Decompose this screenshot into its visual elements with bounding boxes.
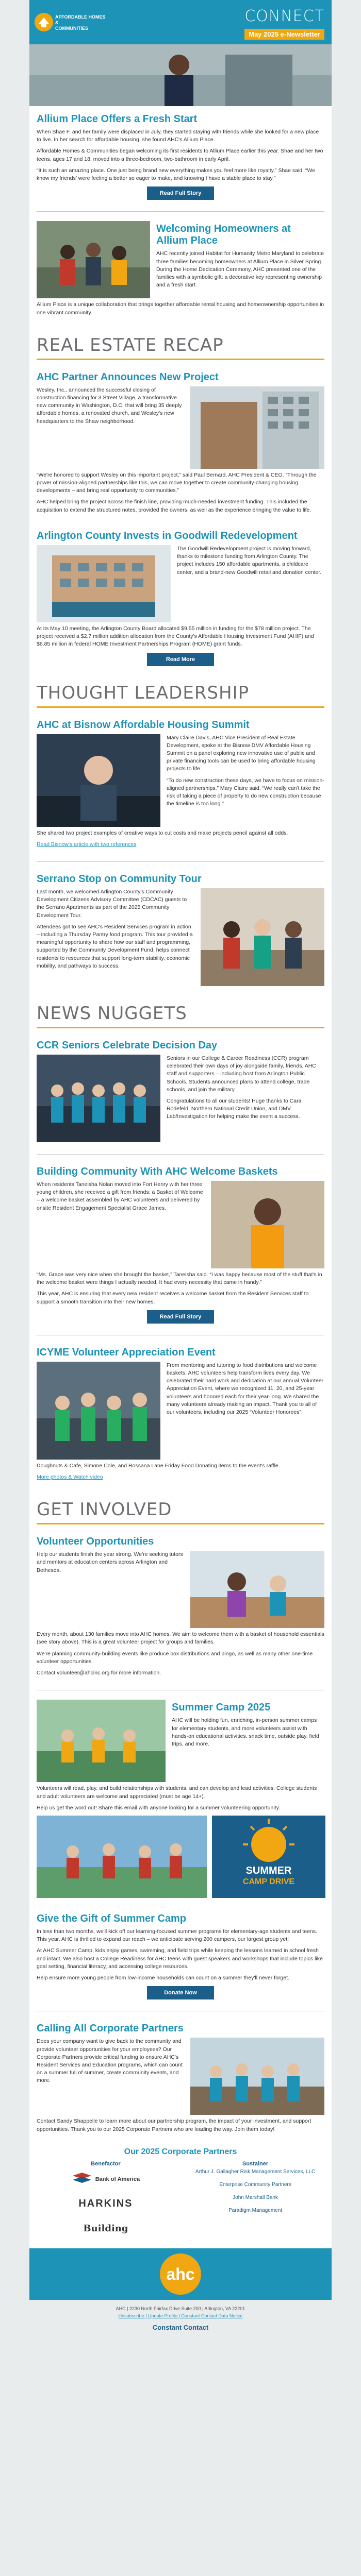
volunteer-p4: Contact volunteer@ahcinc.org for more information. xyxy=(37,1670,161,1676)
thought-heading: THOUGHT LEADERSHIP xyxy=(37,682,250,703)
serrano-p2: Attendees got to see AHC's Resident Services program in action – including a Thursday Pantry food program. This tour provided a meaningful opportunity to share how our staff and programming, supported by the Community Development Fund, helps connect residents to resources that support long-term stability, economic mobility, and pathways to success. xyxy=(37,923,193,969)
camp-title: Summer Camp 2025 xyxy=(172,1702,271,1714)
involved-heading: GET INVOLVED xyxy=(37,1499,172,1520)
gift-p3: Help ensure more young people from low-income households can count on a summer they'll never forget. xyxy=(37,1975,289,1981)
divider xyxy=(37,211,324,212)
sponsors-title: Our 2025 Corporate Partners xyxy=(124,2147,237,2156)
arlington-p1: The Goodwill Redevelopment project is moving forward, thanks to milestone funding from Arlington County. The project includes 150 affordable apartments, a childcare center, and a brand-new Goodwill retail and donation center. xyxy=(177,545,322,575)
arlington-rendering xyxy=(37,545,171,625)
bottom-logo-strip xyxy=(29,2248,332,2300)
baskets-section xyxy=(29,1159,332,1331)
baskets-title: Building Community With AHC Welcome Baskets xyxy=(37,1165,278,1177)
sponsors-section xyxy=(29,2142,332,2248)
allium-p3: “It is such an amazing place. One just being brand new everything makes you feel more like royalty,” Shae said. “We know my friends’ were feeling a better so eager to make, and knowing I have a stable place to stay.” xyxy=(37,167,316,182)
summit-title: AHC at Bisnow Affordable Housing Summit xyxy=(37,719,250,731)
arlington-title: Arlington County Invests in Goodwill Redevelopment xyxy=(37,530,298,541)
news-heading: NEWS NUGGETS xyxy=(37,1003,187,1024)
sustainer-column xyxy=(186,2161,324,2243)
welcome-title: Welcoming Homeowners at Allium Place xyxy=(156,223,291,247)
volunteer-p1: Help our students finish the year strong. We're seeking tutors and mentors at education centers across Arlington and Bethesda. xyxy=(37,1551,183,1573)
serrano-section xyxy=(29,866,332,994)
gift-p2: At AHC Summer Camp, kids enjoy games, swimming, and field trips while keeping the lessons learned in school fresh and intact. We also host a College Readiness for AHC teens with guest speakers and workshops that include topics like goal setting, financial literacy, and accessing college resources. xyxy=(37,1947,323,1970)
ccr-photo xyxy=(37,1055,160,1145)
ahc-logo[interactable] xyxy=(32,4,110,40)
partners-section xyxy=(29,2015,332,2142)
icyme-p2: Doughnuts & Cafe, Simone Cole, and Rossana Lane Friday Food Donating items to the event's raffle. xyxy=(37,1462,280,1469)
ccr-p2: Congratulations to all our students! Huge thanks to Cara Rodefeld, Northern National Credit Union, and DMV Lab/Investigation for helping make the event a success. xyxy=(167,1098,302,1120)
ccr-section xyxy=(29,1032,332,1150)
summer-camp-drive-badge xyxy=(212,1816,325,1898)
sponsor-name: Paradigm Management xyxy=(228,2207,283,2213)
volunteer-section xyxy=(29,1529,332,1686)
thought-banner xyxy=(29,673,332,712)
gift-section xyxy=(29,1906,332,2007)
partner-p1: Wesley, Inc., announced the successful closing of construction financing for 3 Street Village, a transformative new community in Washington, D.C. that will bring 35 deeply affordable homes, a renovated church, and Wesley's new headquarters to the Shaw neighborhood. xyxy=(37,386,182,425)
camp-section xyxy=(29,1694,332,1906)
icyme-link[interactable]: More photos & Watch video xyxy=(37,1474,103,1481)
summit-p2: “To do new construction these days, we have to focus on mission-aligned partnerships,” Mary Claire said. “We really can't take the risk of taking a piece of property to do new construction because the timeline is too long.” xyxy=(167,777,324,807)
svg-text:ahc: ahc xyxy=(166,2264,195,2283)
baskets-read-button[interactable]: Read Full Story xyxy=(147,1310,214,1324)
footer-links[interactable]: Unsubscribe | Update Profile | Constant Contact Data Notice xyxy=(118,2313,243,2318)
allium-p1: When Shae F. and her family were displaced in July, they started staying with friends while she looked for a new place to live. In her search for affordable housing, she found AHC's Allium Place. xyxy=(37,129,319,143)
allium-p2: Affordable Homes & Communities began welcoming its first residents to Allium Place earlier this year. Shae and her two teens, ages 17 and 18, moved into a three-bedroom, two-bathroom in early April. xyxy=(37,148,323,162)
issue-label: May 2025 e-Newsletter xyxy=(244,29,324,40)
gift-p1: In less than two months, we'll kick off our learning-focused summer programs for elementary-age students and teens. This year, AHC is thrilled to expand our reach – we anticipate serving 200 campers, our largest group yet! xyxy=(37,1928,317,1943)
summit-photo xyxy=(37,734,160,829)
logo-line2: COMMUNITIES xyxy=(55,25,88,31)
constant-contact-logo[interactable]: Constant Contact xyxy=(152,2323,209,2331)
sponsor-logo[interactable]: Building xyxy=(83,2223,128,2234)
welcome-p2: Allium Place is a unique collaboration that brings together affordable rental housing and homeownership opportunities in one vibrant community. xyxy=(37,301,324,316)
arlington-read-button[interactable]: Read More xyxy=(147,653,214,666)
baskets-p2: “Ms. Grace was very nice when she brought the basket,” Taneisha said. “I was happy because most of the stuff that's in the welcome basket were things I actually needed. It had every necessity that came in handy.” xyxy=(37,1271,322,1286)
baskets-p1: When residents Taneisha Nolan moved into Fort Henry with her three young children, she received a gift from friends: a Basket of Welcome – a welcome basket assembled by AHC volunteers and delivered by onsite Resident Engagement Specialist Grace James. xyxy=(37,1181,203,1211)
sponsor-logo[interactable]: HARKINS xyxy=(78,2198,133,2210)
camp-photo xyxy=(37,1700,166,1785)
sustainer-label: Sustainer xyxy=(242,2160,269,2167)
baskets-p3: This year, AHC is ensuring that every new resident receives a welcome basket from the Resident Services staff to support a smooth transition into their new homes. xyxy=(37,1291,309,1305)
camp-p2: Volunteers will read, play, and build relationships with students, and can develop and lead activities. College students and adult volunteers are welcome and appreciated (must be age 14+). xyxy=(37,1785,317,1800)
summit-section xyxy=(29,712,332,857)
partner-p2: “We're honored to support Wesley on this important project,” said Paul Bernard, AHC President & CEO. “Through the power of mission-aligned partnerships like this, we can move together to create community-changing housing developments – and bring real opportunity to communities.” xyxy=(37,471,317,494)
serrano-photo xyxy=(201,888,324,989)
sponsor-name: Arthur J. Gallagher Risk Management Services, LLC xyxy=(195,2168,316,2175)
arlington-p2: At its May 10 meeting, the Arlington County Board allocated $9.55 million in funding for the $78 million project. The project received a $2.7 million addition allocation from the County's Affordable Housing Investment Fund (AHIF) and $6.85 million in federal HOME Investment Partnerships Program (HOME) grant funds. xyxy=(37,625,314,648)
summit-link[interactable]: Read Bisnow's article with two references xyxy=(37,841,137,848)
welcome-section xyxy=(29,216,332,325)
camp-p1: AHC will be holding fun, enriching, in-person summer camps for elementary students, and more volunteers assist with hands-on educational activities, snack time, outside play, field trips, and more. xyxy=(172,1717,319,1747)
arlington-section xyxy=(29,523,332,673)
camp-p3: Help us get the word out! Share this email with anyone looking for a summer volunteering opportunity. xyxy=(37,1804,280,1811)
benefactor-label: Benefactor xyxy=(91,2160,121,2167)
benefactor-column xyxy=(37,2161,175,2243)
footer xyxy=(0,2300,361,2342)
hero-photo xyxy=(29,44,332,106)
footer-address: AHC | 2230 North Fairfax Drive Suite 200 | Arlington, VA 22201 xyxy=(116,2306,245,2311)
summit-p3: She shared two project examples of creative ways to cut costs and make projects pencil against all odds. xyxy=(37,829,288,836)
summit-p1: Mary Claire Davis, AHC Vice President of Real Estate Development, spoke at the Bisnow DMV Affordable Housing Summit on a panel exploring new innovative use of public and private financing tools can be used to bring affordable housing projects to life. xyxy=(167,734,316,772)
volunteer-p3: We're planning community-building events like produce box distributions and bingo, as well as many other one-time volunteer opportunities. xyxy=(37,1650,313,1665)
partner-title: AHC Partner Announces New Project xyxy=(37,371,219,383)
newsletter xyxy=(29,0,332,2300)
sponsor-name: Enterprise Community Partners xyxy=(219,2181,291,2188)
connect-title: CONNECT xyxy=(244,7,324,25)
realestate-heading: REAL ESTATE RECAP xyxy=(37,334,224,355)
sponsor-logo[interactable]: Bank of America xyxy=(37,2169,175,2190)
icyme-title: ICYME Volunteer Appreciation Event xyxy=(37,1346,216,1358)
partners-p2: Contact Sandy Shappelle to learn more about our partnership program, the impact of your investment, and support opportunities. Thank you to our 2025 Corporate Partners who are leading the way. Join them today! xyxy=(37,2118,311,2132)
icyme-p1: From mentoring and tutoring to food distributions and welcome baskets, AHC volunteers help transform lives every day. We celebrated their hard work and dedication at our annual Volunteer Appreciation Event, where we recognized 11, 20, and 25-year volunteers and honored each for their year-long. We shared the many volunteers already making an impact. Thank you to all of our volunteers, including our 2025 “Volunteer Honorees”: xyxy=(167,1362,324,1416)
welcome-photo xyxy=(37,221,150,301)
realestate-banner xyxy=(29,326,332,364)
camp-photo-2 xyxy=(37,1816,207,1901)
allium-section xyxy=(29,106,332,207)
sponsor-name: John Marshall Bank xyxy=(233,2194,278,2200)
baskets-photo xyxy=(211,1181,324,1271)
icyme-photo xyxy=(37,1362,160,1462)
ccr-p1: Seniors in our College & Career Readiness (CCR) program celebrated their own days of joy alongside family, friends, AHC staff and supporters – including host from Arlington Public Schools. Students announced plans to attend college, trade schools, and join the military. xyxy=(167,1055,316,1093)
involved-banner xyxy=(29,1490,332,1529)
badge-line1: SUMMER xyxy=(245,1865,292,1876)
logo-line1: AFFORDABLE HOMES & xyxy=(55,14,106,25)
badge-line2: CAMP DRIVE xyxy=(242,1877,295,1886)
allium-read-button[interactable]: Read Full Story xyxy=(147,187,214,200)
header xyxy=(29,0,332,44)
serrano-p1: Last month, we welcomed Arlington County's Community Development Citizens Advisory Committee (CDCAC) guests to the Serrano Apartments as part of the 2025 Community Development Tour. xyxy=(37,888,187,919)
volunteer-p2: Every month, about 130 families move into AHC homes. We aim to welcome them with a basket of household essentials (see story above). This is a great volunteer project for groups and families. xyxy=(37,1631,324,1646)
volunteer-photo xyxy=(190,1551,324,1631)
welcome-p1: AHC recently joined Habitat for Humanity Metro Maryland to celebrate three families becoming homeowners at Allium Place in Silver Spring. During the Home Dedication Ceremony, AHC presented one of the families with a symbolic gift: a decorative key representing ownership and a fresh start. xyxy=(156,250,324,289)
ccr-title: CCR Seniors Celebrate Decision Day xyxy=(37,1039,218,1051)
partner-p3: AHC helped bring the project across the finish line, providing much-needed investment funding. This included the acquisition to extend the structured notes, provided the owners, as well as the experience bringing the value to life. xyxy=(37,499,311,513)
partner-section xyxy=(29,364,332,523)
partner-rendering xyxy=(190,386,324,471)
icyme-section xyxy=(29,1340,332,1490)
serrano-title: Serrano Stop on Community Tour xyxy=(37,873,202,885)
partners-title: Calling All Corporate Partners xyxy=(37,2023,184,2035)
allium-title: Allium Place Offers a Fresh Start xyxy=(37,113,198,125)
partners-photo xyxy=(190,2038,324,2117)
ahc-footer-logo-icon xyxy=(157,2251,204,2297)
gift-title: Give the Gift of Summer Camp xyxy=(37,1913,187,1924)
donate-button[interactable]: Donate Now xyxy=(147,1986,214,1999)
news-banner xyxy=(29,994,332,1032)
partners-p1: Does your company want to give back to the community and provide volunteer opportunities for your employees? Our Corporate Partners provide critical funding to ensure AHC's Resident Services and Education programs, which can count on a summer full of summer, create community events, and more. xyxy=(37,2038,183,2084)
volunteer-title: Volunteer Opportunities xyxy=(37,1536,154,1548)
